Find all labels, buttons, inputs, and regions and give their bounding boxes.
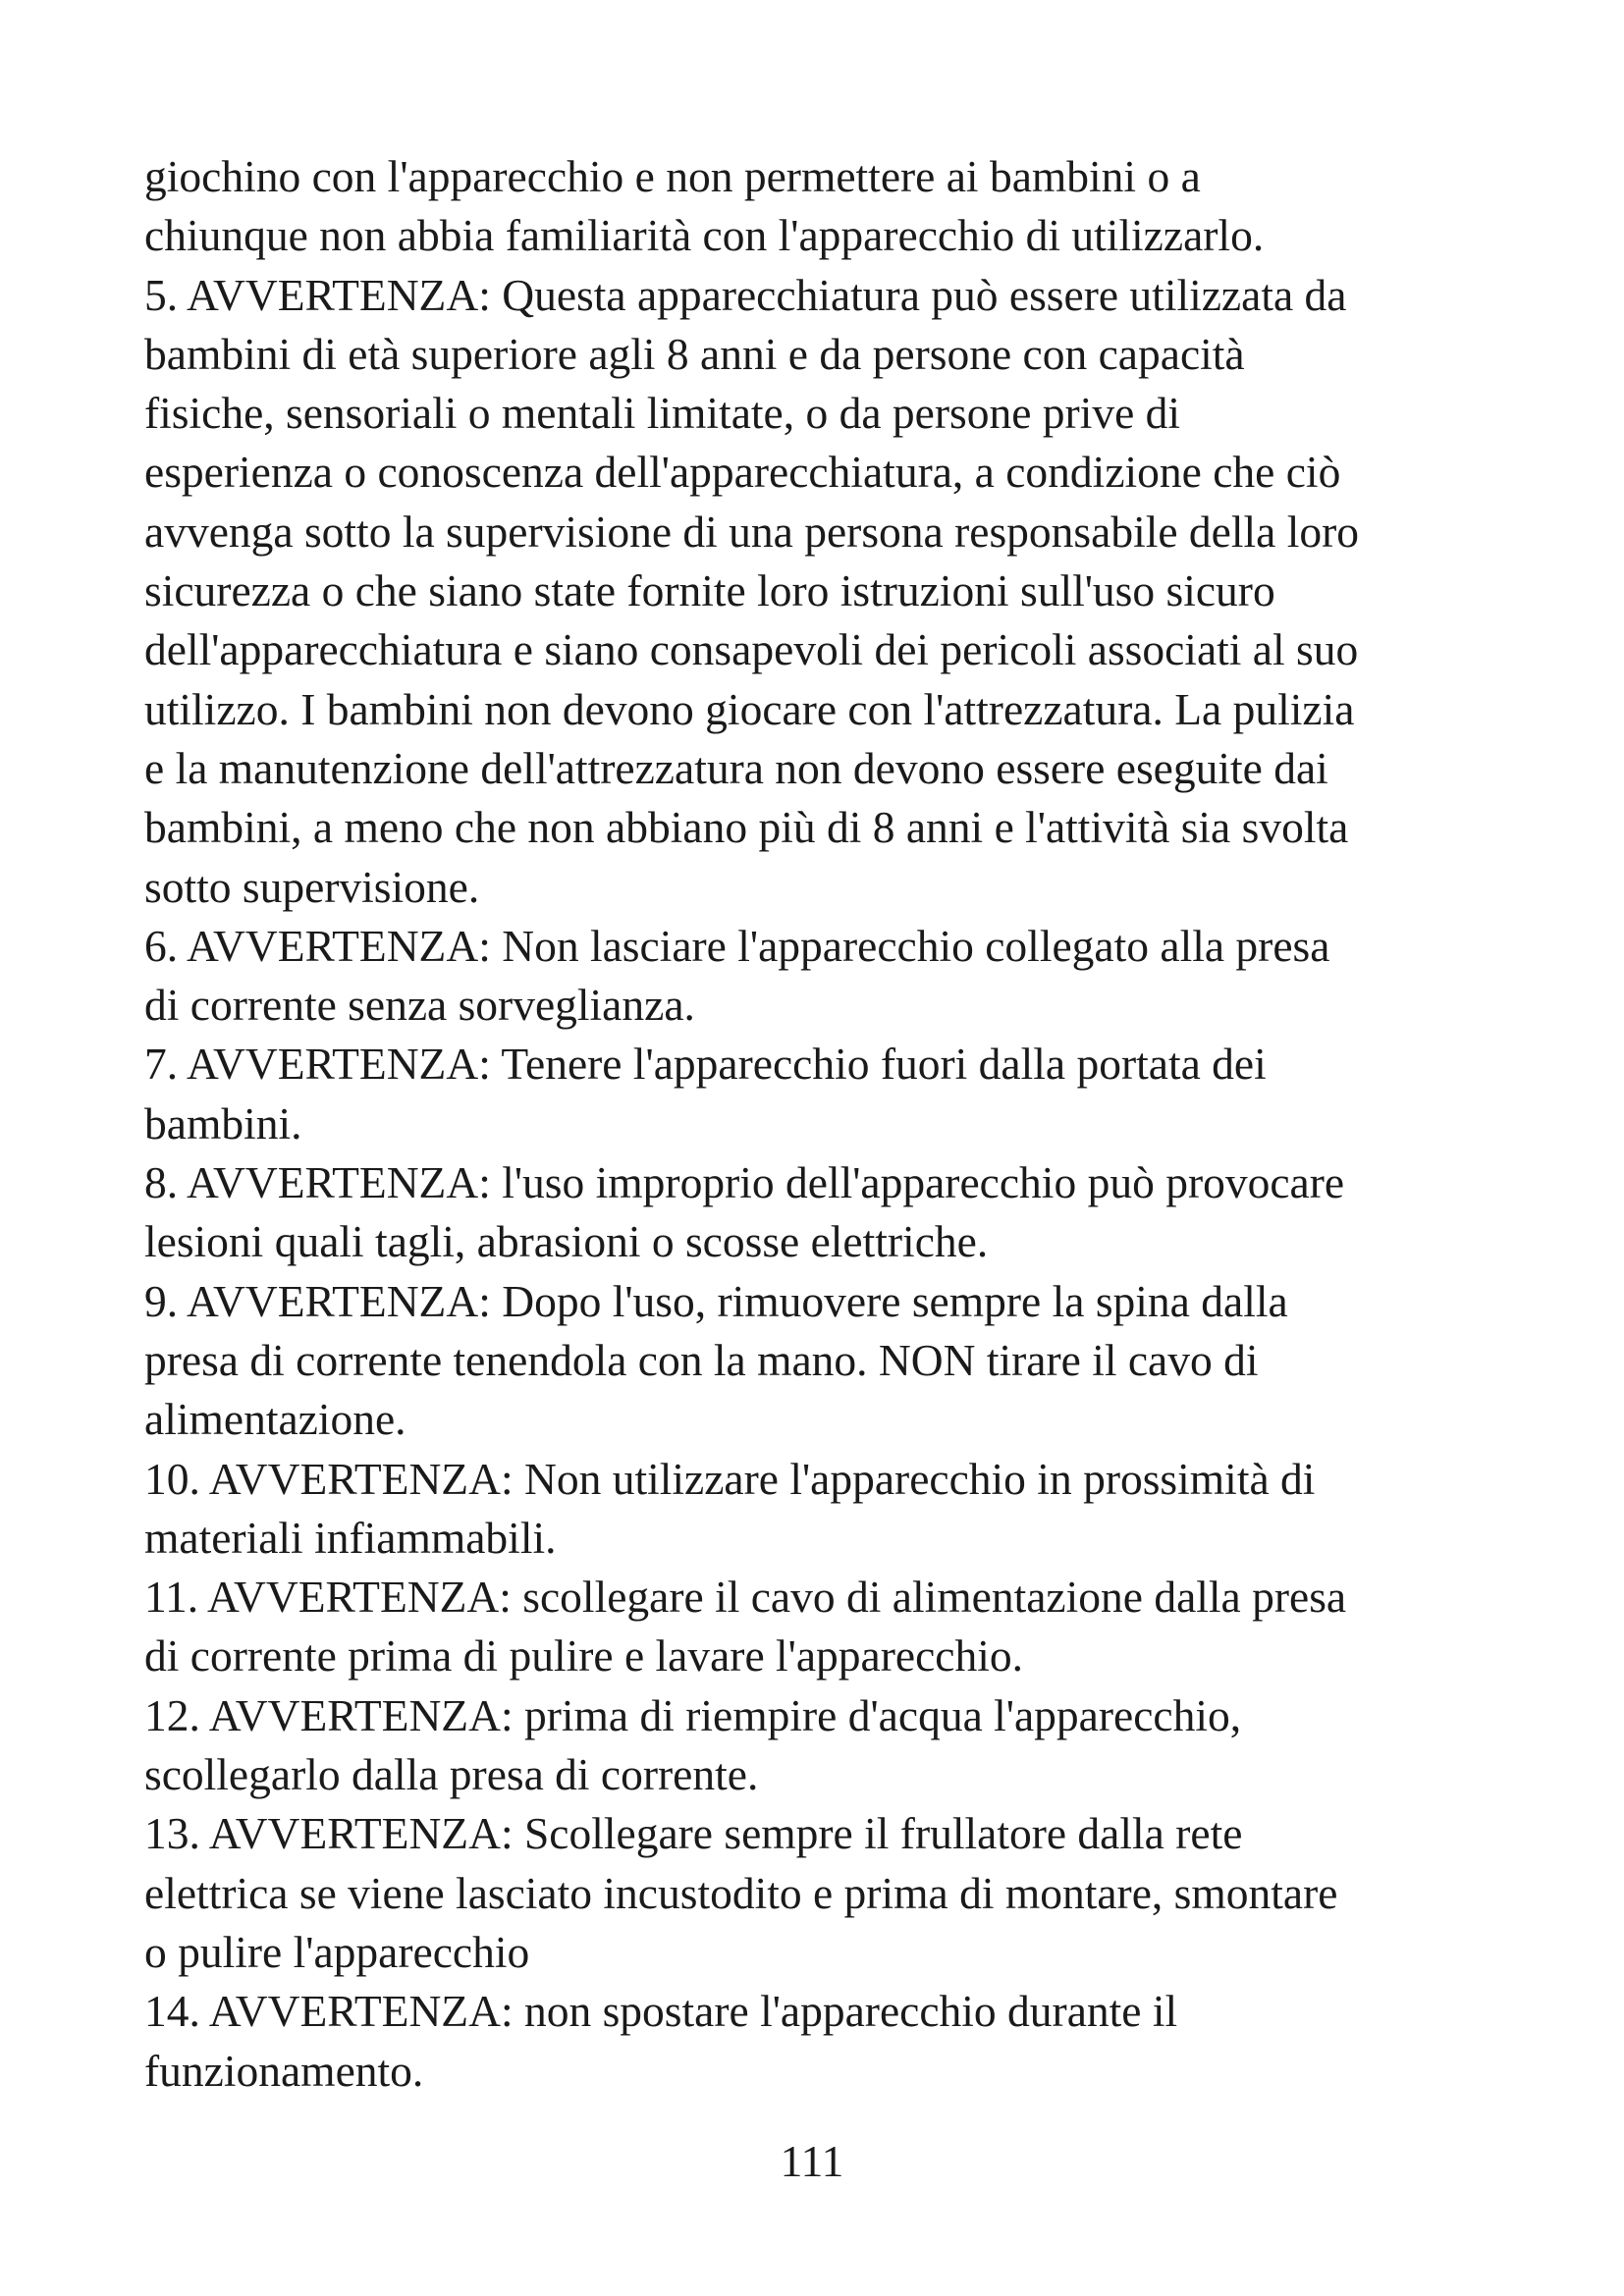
text-line: esperienza o conoscenza dell'apparecchiatura, a condizione che ciò xyxy=(144,447,1341,498)
warning-13-line: 13. AVVERTENZA: Scollegare sempre il frullatore dalla rete xyxy=(144,1808,1243,1859)
text-line: sotto supervisione. xyxy=(144,861,480,912)
warning-11-line: 11. AVVERTENZA: scollegare il cavo di alimentazione dalla presa xyxy=(144,1572,1347,1623)
text-line: utilizzo. I bambini non devono giocare con l'attrezzatura. La pulizia xyxy=(144,683,1355,734)
text-line: giochino con l'apparecchio e non permettere ai bambini o a xyxy=(144,151,1201,201)
text-line: bambini. xyxy=(144,1097,302,1148)
text-line: fisiche, sensoriali o mentali limitate, o da persone prive di xyxy=(144,388,1181,439)
text-line: bambini, a meno che non abbiano più di 8 anni e l'attività sia svolta xyxy=(144,802,1349,853)
warning-8-line: 8. AVVERTENZA: l'uso improprio dell'apparecchio può provocare xyxy=(144,1157,1345,1208)
text-line: funzionamento. xyxy=(144,2045,424,2096)
text-line: lesioni quali tagli, abrasioni o scosse elettriche. xyxy=(144,1216,989,1267)
text-line: elettrica se viene lasciato incustodito e prima di montare, smontare xyxy=(144,1867,1338,1918)
warning-14-line: 14. AVVERTENZA: non spostare l'apparecchio durante il xyxy=(144,1986,1178,2037)
text-line: alimentazione. xyxy=(144,1394,406,1445)
page-number: 111 xyxy=(780,2136,844,2186)
text-line: materiali infiammabili. xyxy=(144,1512,557,1563)
warning-6-line: 6. AVVERTENZA: Non lasciare l'apparecchio collegato alla presa xyxy=(144,920,1330,971)
text-line: di corrente prima di pulire e lavare l'apparecchio. xyxy=(144,1630,1024,1682)
text-line: avvenga sotto la supervisione di una persona responsabile della loro xyxy=(144,506,1360,557)
text-line: presa di corrente tenendola con la mano. NON tirare il cavo di xyxy=(144,1334,1259,1385)
text-line: chiunque non abbia familiarità con l'apparecchio di utilizzarlo. xyxy=(144,210,1265,261)
text-line: o pulire l'apparecchio xyxy=(144,1926,530,1977)
text-line: scollegarlo dalla presa di corrente. xyxy=(144,1749,759,1800)
warning-5-line: 5. AVVERTENZA: Questa apparecchiatura può essere utilizzata da xyxy=(144,269,1347,320)
warning-10-line: 10. AVVERTENZA: Non utilizzare l'apparecchio in prossimità di xyxy=(144,1453,1316,1504)
text-line: sicurezza o che siano state fornite loro istruzioni sull'uso sicuro xyxy=(144,565,1275,616)
warning-9-line: 9. AVVERTENZA: Dopo l'uso, rimuovere sempre la spina dalla xyxy=(144,1275,1288,1326)
text-line: dell'apparecchiatura e siano consapevoli dei pericoli associati al suo xyxy=(144,624,1359,675)
document-body xyxy=(144,147,1539,2101)
warning-12-line: 12. AVVERTENZA: prima di riempire d'acqua l'apparecchio, xyxy=(144,1689,1242,1740)
warning-7-line: 7. AVVERTENZA: Tenere l'apparecchio fuori dalla portata dei xyxy=(144,1039,1267,1090)
text-line: e la manutenzione dell'attrezzatura non devono essere eseguite dai xyxy=(144,742,1328,793)
text-line: bambini di età superiore agli 8 anni e da persone con capacità xyxy=(144,328,1245,379)
text-line: di corrente senza sorveglianza. xyxy=(144,980,695,1031)
